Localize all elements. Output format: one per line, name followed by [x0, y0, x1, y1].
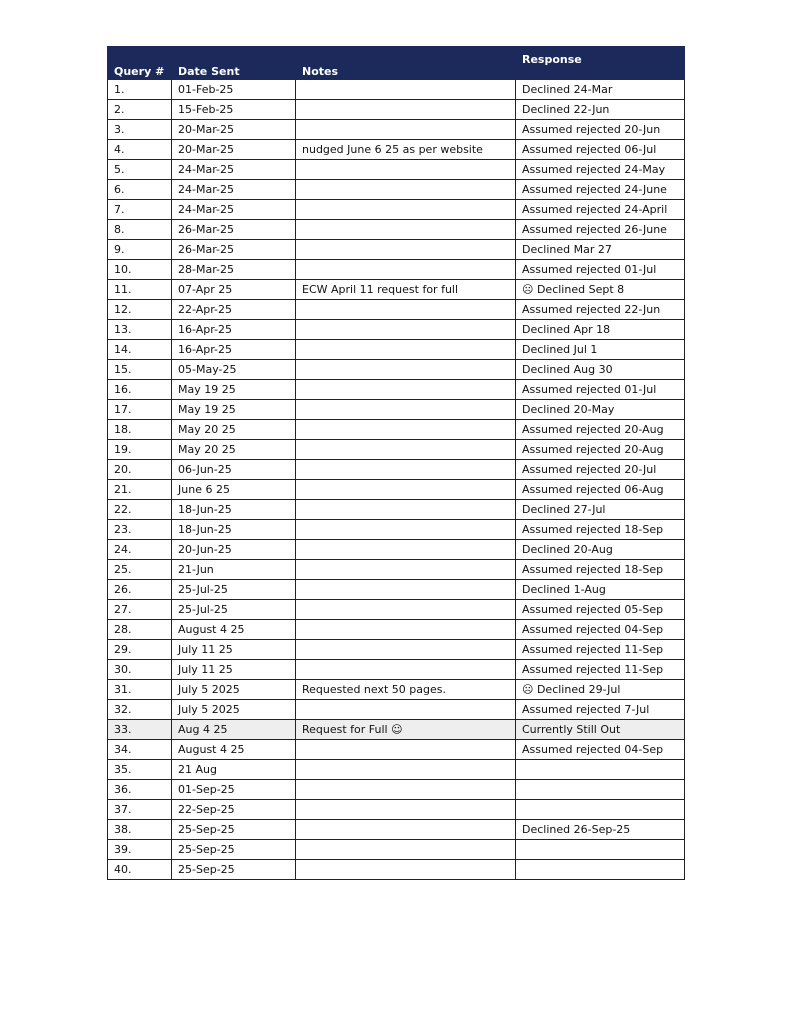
table-row [108, 140, 685, 160]
table-row [108, 760, 685, 780]
table-row [108, 500, 685, 520]
table-row [108, 100, 685, 120]
cell-date-sent: May 20 25 [172, 440, 296, 460]
table-row [108, 620, 685, 640]
cell-notes [296, 600, 516, 620]
cell-date-sent: 24-Mar-25 [172, 180, 296, 200]
cell-response: Assumed rejected 20-Aug [516, 420, 685, 440]
cell-notes [296, 200, 516, 220]
table-row [108, 520, 685, 540]
cell-query-number: 37. [108, 800, 172, 820]
table-row [108, 380, 685, 400]
table-row [108, 280, 685, 300]
table-row [108, 400, 685, 420]
table-row [108, 540, 685, 560]
cell-date-sent: August 4 25 [172, 620, 296, 640]
cell-response: Assumed rejected 11-Sep [516, 660, 685, 680]
cell-date-sent: July 5 2025 [172, 700, 296, 720]
table-row [108, 720, 685, 740]
cell-query-number: 39. [108, 840, 172, 860]
cell-query-number: 17. [108, 400, 172, 420]
cell-query-number: 10. [108, 260, 172, 280]
table-row [108, 180, 685, 200]
cell-query-number: 5. [108, 160, 172, 180]
cell-response: Declined 24-Mar [516, 80, 685, 100]
cell-response: Declined 22-Jun [516, 100, 685, 120]
table-row [108, 80, 685, 100]
cell-notes [296, 160, 516, 180]
cell-query-number: 19. [108, 440, 172, 460]
cell-date-sent: 18-Jun-25 [172, 520, 296, 540]
cell-notes [296, 500, 516, 520]
cell-query-number: 9. [108, 240, 172, 260]
header-date-sent: Date Sent [172, 47, 296, 80]
cell-query-number: 36. [108, 780, 172, 800]
cell-response: Assumed rejected 11-Sep [516, 640, 685, 660]
cell-response: Assumed rejected 06-Jul [516, 140, 685, 160]
table-row [108, 220, 685, 240]
table-row [108, 240, 685, 260]
cell-response [516, 800, 685, 820]
cell-notes [296, 300, 516, 320]
cell-response [516, 860, 685, 880]
cell-response: Assumed rejected 04-Sep [516, 620, 685, 640]
cell-query-number: 15. [108, 360, 172, 380]
cell-date-sent: 25-Sep-25 [172, 840, 296, 860]
cell-query-number: 30. [108, 660, 172, 680]
cell-notes [296, 520, 516, 540]
cell-notes [296, 420, 516, 440]
cell-query-number: 1. [108, 80, 172, 100]
table-row [108, 440, 685, 460]
cell-notes [296, 380, 516, 400]
cell-query-number: 11. [108, 280, 172, 300]
cell-notes [296, 80, 516, 100]
cell-query-number: 12. [108, 300, 172, 320]
cell-notes [296, 700, 516, 720]
cell-notes: nudged June 6 25 as per website [296, 140, 516, 160]
cell-response: Assumed rejected 01-Jul [516, 380, 685, 400]
cell-date-sent: 01-Feb-25 [172, 80, 296, 100]
cell-notes [296, 760, 516, 780]
cell-date-sent: 25-Jul-25 [172, 580, 296, 600]
table-row [108, 740, 685, 760]
cell-date-sent: 06-Jun-25 [172, 460, 296, 480]
cell-response: Declined Aug 30 [516, 360, 685, 380]
cell-query-number: 22. [108, 500, 172, 520]
cell-notes: ECW April 11 request for full [296, 280, 516, 300]
table-row [108, 860, 685, 880]
cell-response: Declined 27-Jul [516, 500, 685, 520]
cell-notes [296, 260, 516, 280]
table-row [108, 420, 685, 440]
cell-date-sent: 22-Apr-25 [172, 300, 296, 320]
cell-notes [296, 480, 516, 500]
table-row [108, 480, 685, 500]
cell-notes [296, 620, 516, 640]
cell-date-sent: July 5 2025 [172, 680, 296, 700]
cell-response: Assumed rejected 20-Jul [516, 460, 685, 480]
cell-response: Assumed rejected 20-Jun [516, 120, 685, 140]
cell-response: Assumed rejected 06-Aug [516, 480, 685, 500]
cell-response: Assumed rejected 01-Jul [516, 260, 685, 280]
cell-date-sent: 18-Jun-25 [172, 500, 296, 520]
cell-date-sent: July 11 25 [172, 660, 296, 680]
cell-date-sent: May 19 25 [172, 380, 296, 400]
table-row [108, 200, 685, 220]
cell-query-number: 31. [108, 680, 172, 700]
cell-notes [296, 860, 516, 880]
cell-date-sent: 20-Jun-25 [172, 540, 296, 560]
cell-date-sent: 16-Apr-25 [172, 320, 296, 340]
cell-query-number: 16. [108, 380, 172, 400]
cell-response: Currently Still Out [516, 720, 685, 740]
cell-date-sent: 25-Sep-25 [172, 820, 296, 840]
table-row [108, 340, 685, 360]
cell-notes [296, 320, 516, 340]
cell-query-number: 20. [108, 460, 172, 480]
cell-date-sent: 07-Apr 25 [172, 280, 296, 300]
cell-query-number: 7. [108, 200, 172, 220]
cell-notes [296, 240, 516, 260]
cell-response: Assumed rejected 24-April [516, 200, 685, 220]
cell-query-number: 3. [108, 120, 172, 140]
cell-query-number: 24. [108, 540, 172, 560]
cell-date-sent: 22-Sep-25 [172, 800, 296, 820]
table-row [108, 560, 685, 580]
cell-query-number: 29. [108, 640, 172, 660]
table-header-row [108, 47, 685, 80]
cell-response: ☹ Declined Sept 8 [516, 280, 685, 300]
cell-date-sent: 28-Mar-25 [172, 260, 296, 280]
cell-response [516, 760, 685, 780]
cell-notes [296, 100, 516, 120]
cell-query-number: 32. [108, 700, 172, 720]
table-row [108, 120, 685, 140]
cell-notes [296, 820, 516, 840]
cell-query-number: 33. [108, 720, 172, 740]
header-response: Response [516, 47, 685, 80]
cell-date-sent: 05-May-25 [172, 360, 296, 380]
table-row [108, 300, 685, 320]
table-row [108, 680, 685, 700]
cell-query-number: 35. [108, 760, 172, 780]
cell-date-sent: 20-Mar-25 [172, 120, 296, 140]
cell-query-number: 28. [108, 620, 172, 640]
table-row [108, 840, 685, 860]
cell-date-sent: July 11 25 [172, 640, 296, 660]
cell-query-number: 25. [108, 560, 172, 580]
table-row [108, 800, 685, 820]
cell-query-number: 40. [108, 860, 172, 880]
cell-date-sent: August 4 25 [172, 740, 296, 760]
table-row [108, 460, 685, 480]
cell-date-sent: 15-Feb-25 [172, 100, 296, 120]
cell-notes [296, 360, 516, 380]
cell-query-number: 18. [108, 420, 172, 440]
cell-notes [296, 440, 516, 460]
cell-query-number: 34. [108, 740, 172, 760]
cell-query-number: 2. [108, 100, 172, 120]
cell-notes [296, 780, 516, 800]
cell-notes [296, 660, 516, 680]
cell-response: Declined 20-May [516, 400, 685, 420]
table-row [108, 600, 685, 620]
table-row [108, 320, 685, 340]
cell-response: Assumed rejected 7-Jul [516, 700, 685, 720]
cell-notes [296, 840, 516, 860]
cell-query-number: 13. [108, 320, 172, 340]
header-query-number: Query # [108, 47, 172, 80]
cell-response: Assumed rejected 18-Sep [516, 560, 685, 580]
cell-notes [296, 580, 516, 600]
cell-response: Assumed rejected 22-Jun [516, 300, 685, 320]
cell-response: Declined 1-Aug [516, 580, 685, 600]
cell-query-number: 4. [108, 140, 172, 160]
cell-notes [296, 340, 516, 360]
cell-date-sent: 26-Mar-25 [172, 240, 296, 260]
cell-date-sent: June 6 25 [172, 480, 296, 500]
cell-date-sent: Aug 4 25 [172, 720, 296, 740]
cell-response: Assumed rejected 24-June [516, 180, 685, 200]
cell-date-sent: 20-Mar-25 [172, 140, 296, 160]
cell-response: Declined Jul 1 [516, 340, 685, 360]
cell-notes [296, 740, 516, 760]
cell-query-number: 21. [108, 480, 172, 500]
cell-response: Assumed rejected 05-Sep [516, 600, 685, 620]
query-tracking-table [107, 46, 685, 880]
cell-query-number: 23. [108, 520, 172, 540]
header-notes: Notes [296, 47, 516, 80]
cell-notes [296, 120, 516, 140]
cell-date-sent: 25-Sep-25 [172, 860, 296, 880]
cell-response [516, 840, 685, 860]
table-row [108, 160, 685, 180]
cell-response: Declined 26-Sep-25 [516, 820, 685, 840]
cell-date-sent: 01-Sep-25 [172, 780, 296, 800]
cell-response: Assumed rejected 24-May [516, 160, 685, 180]
cell-date-sent: May 19 25 [172, 400, 296, 420]
cell-notes [296, 800, 516, 820]
cell-notes [296, 180, 516, 200]
cell-response: ☹ Declined 29-Jul [516, 680, 685, 700]
cell-date-sent: 24-Mar-25 [172, 200, 296, 220]
cell-date-sent: 16-Apr-25 [172, 340, 296, 360]
cell-response: Declined Mar 27 [516, 240, 685, 260]
cell-response: Declined 20-Aug [516, 540, 685, 560]
cell-response: Assumed rejected 26-June [516, 220, 685, 240]
cell-query-number: 8. [108, 220, 172, 240]
table-row [108, 820, 685, 840]
cell-notes: Request for Full ☺ [296, 720, 516, 740]
cell-date-sent: 21-Jun [172, 560, 296, 580]
cell-date-sent: May 20 25 [172, 420, 296, 440]
cell-notes: Requested next 50 pages. [296, 680, 516, 700]
cell-response [516, 780, 685, 800]
table-row [108, 780, 685, 800]
table-row [108, 360, 685, 380]
cell-query-number: 26. [108, 580, 172, 600]
cell-query-number: 27. [108, 600, 172, 620]
cell-response: Assumed rejected 04-Sep [516, 740, 685, 760]
cell-query-number: 14. [108, 340, 172, 360]
cell-notes [296, 460, 516, 480]
cell-notes [296, 540, 516, 560]
cell-query-number: 6. [108, 180, 172, 200]
cell-date-sent: 25-Jul-25 [172, 600, 296, 620]
cell-date-sent: 21 Aug [172, 760, 296, 780]
cell-notes [296, 560, 516, 580]
cell-response: Assumed rejected 20-Aug [516, 440, 685, 460]
table-row [108, 640, 685, 660]
cell-notes [296, 220, 516, 240]
cell-date-sent: 26-Mar-25 [172, 220, 296, 240]
cell-response: Declined Apr 18 [516, 320, 685, 340]
cell-response: Assumed rejected 18-Sep [516, 520, 685, 540]
table-body [108, 80, 685, 880]
table-row [108, 660, 685, 680]
table-row [108, 700, 685, 720]
cell-notes [296, 640, 516, 660]
table-row [108, 260, 685, 280]
cell-notes [296, 400, 516, 420]
cell-query-number: 38. [108, 820, 172, 840]
table-row [108, 580, 685, 600]
cell-date-sent: 24-Mar-25 [172, 160, 296, 180]
